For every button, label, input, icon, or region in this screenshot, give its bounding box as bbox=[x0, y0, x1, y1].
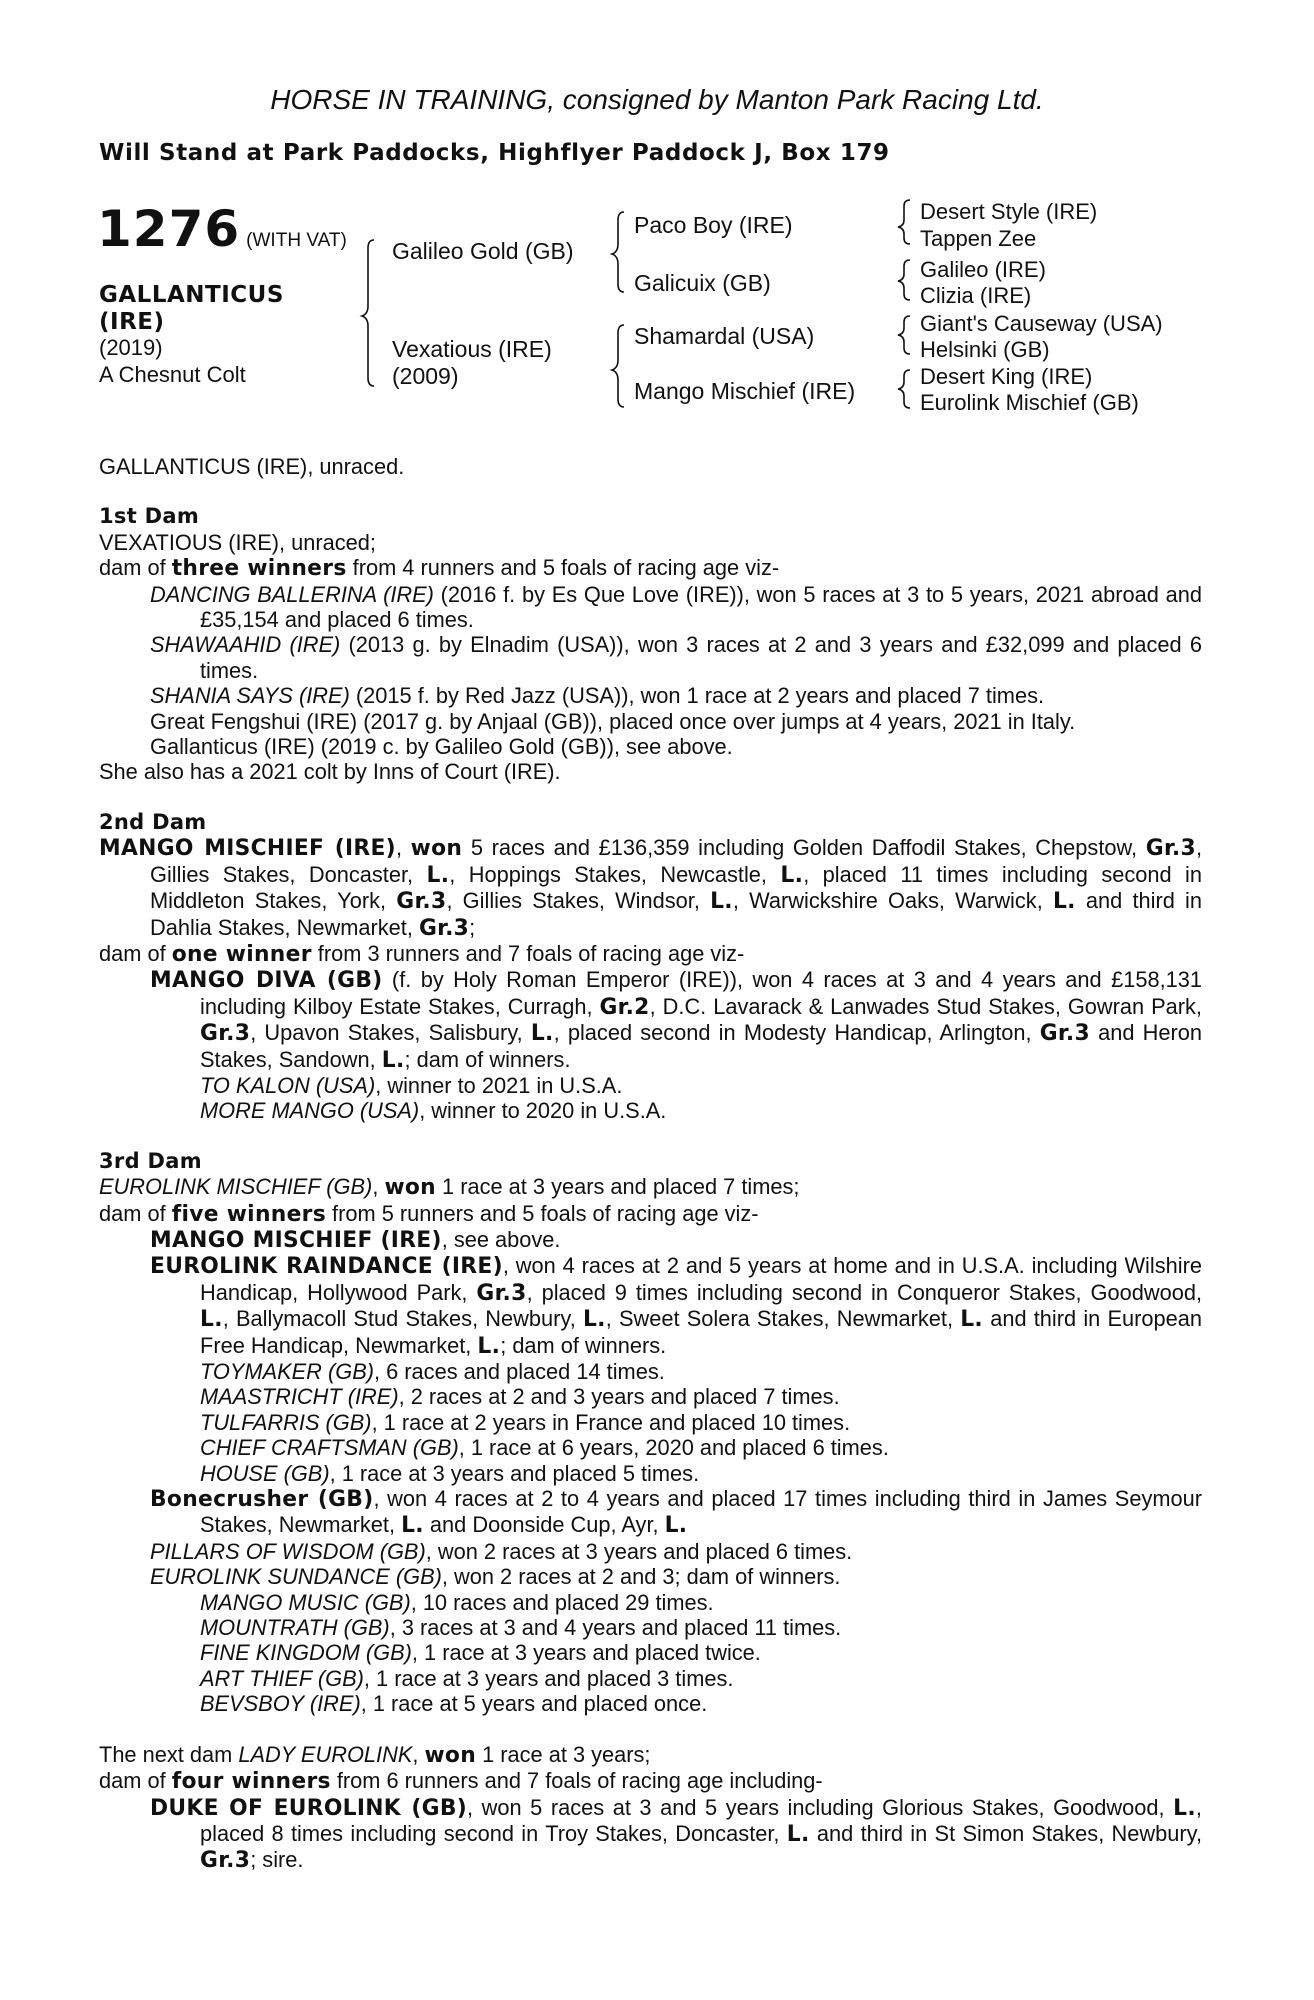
produce-entry: MANGO MISCHIEF (IRE), see above. bbox=[150, 1226, 561, 1253]
foaling-year: (2019) bbox=[99, 335, 163, 360]
grandproduce-entry: FINE KINGDOM (GB), 1 race at 3 years and placed twice. bbox=[200, 1640, 761, 1666]
pedigree-ggp-7: Desert King (IRE) bbox=[920, 364, 1093, 389]
horse-info bbox=[99, 334, 246, 388]
stand-location: Will Stand at Park Paddocks, Highflyer Paddock J, Box 179 bbox=[99, 140, 890, 166]
lot-number: 1276 bbox=[97, 200, 241, 258]
pedigree-dam: Vexatious (IRE) bbox=[392, 336, 552, 362]
produce-entry: EUROLINK SUNDANCE (GB), won 2 races at 2 and 3; dam of winners. bbox=[150, 1564, 841, 1590]
pedigree-dam-sire: Shamardal (USA) bbox=[634, 323, 815, 349]
first-dam-line: VEXATIOUS (IRE), unraced; bbox=[99, 529, 376, 555]
third-dam-produce-summary: dam of five winners from 5 runners and 5 foals of racing age viz- bbox=[99, 1200, 759, 1227]
grandproduce-entry: TOYMAKER (GB), 6 races and placed 14 times. bbox=[200, 1359, 665, 1384]
horse-description: A Chesnut Colt bbox=[99, 362, 246, 387]
grandproduce-entry: HOUSE (GB), 1 race at 3 years and placed 5 times. bbox=[200, 1460, 700, 1486]
grandproduce-entry: MANGO MUSIC (GB), 10 races and placed 29 times. bbox=[200, 1589, 714, 1615]
grandproduce-entry: TULFARRIS (GB), 1 race at 2 years in France and placed 10 times. bbox=[200, 1409, 851, 1435]
produce-entry: MANGO DIVA (GB) (f. by Holy Roman Emperor (IRE)), won 4 races at 3 and 4 years and £158,131 including Kilboy Estate Stakes, Curragh, Gr.2, D.C. Lavarack & Lanwades Stud Stakes, Gowran Park, Gr.3, Upavon Stakes, Salisbury, L., placed second in Modesty Handicap, Arlington, Gr.3 and Heron Stakes, Sandown, L.; dam of winners. bbox=[150, 967, 1202, 1073]
pedigree-dam-year: (2009) bbox=[392, 363, 459, 389]
pedigree-ggp-5: Giant's Causeway (USA) bbox=[920, 311, 1163, 336]
second-dam-heading: 2nd Dam bbox=[99, 809, 207, 834]
second-dam-produce-summary: dam of one winner from 3 runners and 7 foals of racing age viz- bbox=[99, 940, 745, 967]
grandproduce-entry: MORE MANGO (USA), winner to 2020 in U.S.A. bbox=[200, 1098, 667, 1124]
produce-entry: EUROLINK RAINDANCE (IRE), won 4 races at 2 and 5 years at home and in U.S.A. including Wilshire Handicap, Hollywood Park, Gr.3, placed 9 times including second in Conqueror Stakes, Goodwood, L., Ballymacoll Stud Stakes, Newbury, L., Sweet Solera Stakes, Newmarket, L. and third in European Free Handicap, Newmarket, L.; dam of winners. bbox=[150, 1253, 1202, 1359]
grandproduce-entry: TO KALON (USA), winner to 2021 in U.S.A. bbox=[200, 1072, 623, 1098]
pedigree-ggp-8: Eurolink Mischief (GB) bbox=[920, 390, 1139, 415]
first-dam-produce-summary: dam of three winners from 4 runners and 5 foals of racing age viz- bbox=[99, 555, 780, 582]
vat-label: (WITH VAT) bbox=[246, 230, 347, 251]
next-dam-produce-summary: dam of four winners from 6 runners and 7 foals of racing age including- bbox=[99, 1768, 823, 1795]
next-dam-record: The next dam LADY EUROLINK, won 1 race at 3 years; bbox=[99, 1741, 651, 1768]
pedigree-sire-sire: Paco Boy (IRE) bbox=[634, 212, 793, 238]
horse-name-line1: GALLANTICUS bbox=[99, 282, 284, 308]
grandproduce-entry: ART THIEF (GB), 1 race at 3 years and placed 3 times. bbox=[200, 1665, 734, 1691]
pedigree-ggp-2: Tappen Zee bbox=[920, 226, 1037, 251]
pedigree-dam-dam: Mango Mischief (IRE) bbox=[634, 378, 856, 404]
produce-entry: Gallanticus (IRE) (2019 c. by Galileo Gold (GB)), see above. bbox=[150, 734, 733, 760]
first-dam-heading: 1st Dam bbox=[99, 504, 200, 529]
lot-number-block bbox=[97, 200, 347, 258]
produce-entry: PILLARS OF WISDOM (GB), won 2 races at 3 years and placed 6 times. bbox=[150, 1538, 853, 1564]
pedigree-ggp-3: Galileo (IRE) bbox=[920, 257, 1046, 282]
race-record bbox=[99, 454, 1202, 1874]
pedigree-sire: Galileo Gold (GB) bbox=[392, 238, 574, 264]
produce-entry: Great Fengshui (IRE) (2017 g. by Anjaal (GB)), placed once over jumps at 4 years, 2021 in Italy. bbox=[150, 708, 1076, 734]
grandproduce-entry: MOUNTRATH (GB), 3 races at 3 and 4 years and placed 11 times. bbox=[200, 1615, 842, 1641]
first-dam-note: She also has a 2021 colt by Inns of Court (IRE). bbox=[99, 759, 561, 785]
produce-entry: SHANIA SAYS (IRE) (2015 f. by Red Jazz (USA)), won 1 race at 2 years and placed 7 times. bbox=[150, 683, 1045, 709]
horse-name-line2: (IRE) bbox=[99, 309, 165, 335]
produce-entry: DANCING BALLERINA (IRE) (2016 f. by Es Que Love (IRE)), won 5 races at 3 to 5 years, 2021 abroad and £35,154 and placed 6 times. bbox=[150, 581, 1202, 633]
third-dam-record: EUROLINK MISCHIEF (GB), won 1 race at 3 years and placed 7 times; bbox=[99, 1174, 800, 1201]
unraced-statement: GALLANTICUS (IRE), unraced. bbox=[99, 454, 405, 479]
third-dam-heading: 3rd Dam bbox=[99, 1148, 202, 1173]
second-dam-record: MANGO MISCHIEF (IRE), won 5 races and £136,359 including Golden Daffodil Stakes, Chepstow, Gr.3, Gillies Stakes, Doncaster, L., Hoppings Stakes, Newcastle, L., placed 11 times including second in Middleton Stakes, York, Gr.3, Gillies Stakes, Windsor, L., Warwickshire Oaks, Warwick, L. and third in Dahlia Stakes, Newmarket, Gr.3; bbox=[99, 835, 1203, 941]
produce-entry: SHAWAAHID (IRE) (2013 g. by Elnadim (USA)), won 3 races at 2 and 3 years and £32,099 and placed 6 times. bbox=[150, 632, 1202, 683]
page-title: HORSE IN TRAINING, consigned by Manton Park Racing Ltd. bbox=[270, 84, 1044, 115]
pedigree-ggp-1: Desert Style (IRE) bbox=[920, 199, 1098, 224]
grandproduce-entry: CHIEF CRAFTSMAN (GB), 1 race at 6 years, 2020 and placed 6 times. bbox=[200, 1435, 889, 1461]
grandproduce-entry: MAASTRICHT (IRE), 2 races at 2 and 3 years and placed 7 times. bbox=[200, 1384, 840, 1410]
pedigree-ggp-6: Helsinki (GB) bbox=[920, 337, 1050, 362]
produce-entry: DUKE OF EUROLINK (GB), won 5 races at 3 and 5 years including Glorious Stakes, Goodwood, L., placed 8 times including second in Troy Stakes, Doncaster, L. and third in St Simon Stakes, Newbury, Gr.3; sire. bbox=[150, 1794, 1203, 1874]
pedigree-ggp-4: Clizia (IRE) bbox=[920, 283, 1032, 308]
produce-entry: Bonecrusher (GB), won 4 races at 2 to 4 years and placed 17 times including third in James Seymour Stakes, Newmarket, L. and Doonside Cup, Ayr, L. bbox=[150, 1486, 1203, 1539]
pedigree-sire-dam: Galicuix (GB) bbox=[634, 270, 771, 296]
grandproduce-entry: BEVSBOY (IRE), 1 race at 5 years and placed once. bbox=[200, 1691, 708, 1717]
horse-name bbox=[99, 282, 284, 336]
